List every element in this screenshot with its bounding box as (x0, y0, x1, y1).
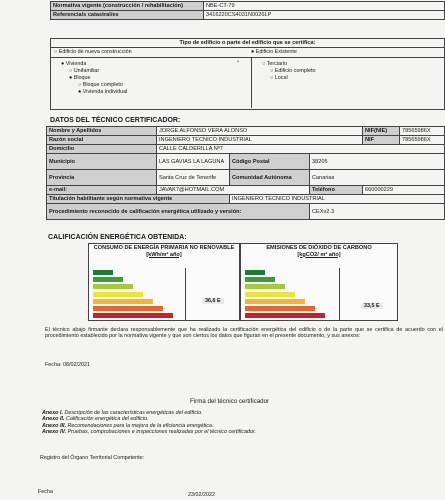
phone-value: 660000229 (363, 186, 445, 195)
postal-value: 38205 (310, 154, 445, 170)
tree-bloque[interactable]: ● Bloque (69, 75, 91, 81)
community-value: Canarias (310, 170, 445, 186)
annex-title: Anexo III. (42, 422, 66, 429)
tree-bloque-completo[interactable]: ○ Bloque completo (78, 82, 123, 88)
emissions-header: EMISIONES DE DIÓXIDO DE CARBONO (266, 245, 372, 251)
consumption-unit: [kWh/m² año] (146, 251, 182, 258)
scale-bar-b (93, 277, 123, 282)
name-value: JORGE ALFONSO VERA ALONSO (157, 127, 363, 136)
name-label: Nombre y Apellidos (47, 127, 157, 136)
tree-local[interactable]: ○ Local (270, 75, 288, 81)
option-new-building[interactable]: ○ Edificio de nueva construcción (54, 49, 132, 55)
address-value: CALLE CALDERILLA Nº7 (157, 145, 445, 154)
tree-vivienda-label: Vivienda (65, 61, 87, 67)
annex-text: Descripción de las características energéticas del edificio. (64, 410, 203, 416)
scale-bar-c (245, 284, 285, 289)
scale-bar-f (93, 306, 163, 311)
tree-bloque-completo-label: Bloque completo (82, 82, 123, 88)
table-row (47, 145, 445, 154)
community-label: Comunidad Autónoma (230, 170, 310, 186)
regulation-label: Normativa vigente (construcción / rehabilitación) (51, 2, 204, 11)
consumption-badge: 36,6 E (202, 298, 224, 304)
scale-bar-f (245, 306, 315, 311)
consumption-header: CONSUMO DE ENERGÍA PRIMARIA NO RENOVABLE (93, 245, 235, 251)
building-tree (51, 58, 444, 108)
table-row (47, 170, 445, 186)
table-row (47, 136, 445, 145)
option-existing-building[interactable]: ● Edificio Existente (251, 49, 297, 55)
tree-edificio-completo-label: Edificio completo (274, 68, 316, 74)
tree-bloque-label: Bloque (73, 75, 91, 81)
rating-title: CALIFICACIÓN ENERGÉTICA OBTENIDA: (48, 234, 187, 241)
emissions-scale (245, 270, 337, 320)
scale-bar-g (93, 313, 173, 318)
building-type-header: Tipo de edificio o parte del edificio que se certifica: (51, 39, 444, 48)
scale-bar-d (93, 292, 143, 297)
scale-bar-a (245, 270, 265, 275)
divider (339, 268, 340, 320)
nif-nie-label: NIF(NIE) (363, 127, 400, 136)
municipality-value: LAS GAVIAS LA LAGUNA (157, 154, 230, 170)
annex-list (42, 410, 442, 436)
nif-nie-value: 78565986X (400, 127, 445, 136)
scale-bar-d (245, 292, 295, 297)
table-row (47, 204, 445, 220)
tree-terciario[interactable]: ○ Terciario (262, 61, 288, 67)
tree-vivienda-individual-label: Vivienda individual (82, 89, 128, 95)
table-row (51, 2, 445, 11)
phone-label: Teléfono (310, 186, 363, 195)
scale-bar-e (245, 299, 305, 304)
degree-label: Titulación habilitante según normativa vigente (47, 195, 230, 204)
annex-text: Pruebas, comprobaciones e inspecciones realizadas por el técnico certificador. (67, 429, 257, 436)
tree-vivienda[interactable]: ● Vivienda (61, 61, 87, 67)
nif-label: NIF (363, 136, 400, 145)
footer-left: Fecha (38, 489, 53, 495)
technician-title: DATOS DEL TÉCNICO CERTIFICADOR: (50, 117, 181, 124)
municipality-label: Municipio (47, 154, 157, 170)
scale-bar-b (245, 277, 275, 282)
consumption-scale (93, 270, 185, 320)
tertiary-tree (256, 58, 441, 108)
province-value: Santa Cruz de Tenerife (157, 170, 230, 186)
address-label: Domicilio (47, 145, 157, 154)
date-line: Fecha: 08/02/2021 (45, 362, 90, 368)
table-row (51, 11, 445, 20)
tree-terciario-label: Terciario (266, 61, 288, 67)
declaration-text: El técnico abajo firmante declara responsablemente que ha realizado la certificación energética del edificio o de la parte que se certifica de acuerdo con el procedimiento establecido por la normativa vigente y que son ciertos los datos que figuran en el presente documento, y sus anexos: (45, 327, 443, 340)
emissions-unit: [kgCO2/ m² año] (297, 251, 341, 258)
annex-title: Anexo IV. (42, 429, 67, 436)
annex-title: Anexo I. (42, 410, 63, 416)
consumption-panel (88, 243, 240, 321)
table-row (47, 186, 445, 195)
tree-local-label: Local (274, 75, 288, 81)
emissions-badge: 33,5 E (361, 303, 383, 309)
option-existing-building-label: Edificio Existente (255, 49, 297, 55)
table-row (47, 195, 445, 204)
cadastral-value: 3416220CS4031N0026LP (204, 11, 445, 20)
technician-table (46, 126, 445, 220)
top-table (50, 1, 445, 20)
scale-bar-a (93, 270, 113, 275)
scale-bar-g (245, 313, 325, 318)
annex-item (42, 429, 442, 435)
annex-text: Calificación energética del edificio. (65, 416, 149, 423)
chevron-down-icon: ⌄ (236, 58, 241, 64)
scale-bar-e (93, 299, 153, 304)
annex-title: Anexo II. (42, 416, 65, 423)
procedure-label: Procedimiento reconocido de calificación energética utilizado y versión: (47, 204, 310, 220)
province-label: Provincia (47, 170, 157, 186)
email-label: e-mail: (47, 186, 157, 195)
company-value: INGENIERO TECNICO INDUSTRIAL (157, 136, 363, 145)
option-new-building-label: Edificio de nueva construcción (58, 49, 132, 55)
scale-bar-c (93, 284, 133, 289)
nif-value: 78565986X (400, 136, 445, 145)
tree-vivienda-individual[interactable]: ● Vivienda individual (78, 89, 128, 95)
table-row (47, 154, 445, 170)
regulation-value: NBE-CT-79 (204, 2, 445, 11)
registry-label: Registro del Órgano Territorial Competente: (40, 455, 145, 461)
cadastral-label: Referencia/s catastral/es (51, 11, 204, 20)
tree-edificio-completo[interactable]: ○ Edificio completo (270, 68, 316, 74)
residential-tree (51, 58, 252, 108)
emissions-panel (240, 243, 398, 321)
table-row (47, 127, 445, 136)
building-type-box (50, 38, 445, 110)
degree-value: INGENIERO TECNICO INDUSTRIAL (230, 195, 445, 204)
postal-label: Código Postal (230, 154, 310, 170)
divider (185, 268, 186, 320)
signature-label: Firma del técnico certificador (190, 398, 270, 405)
annex-text: Recomendaciones para la mejora de la eficiencia energética. (67, 422, 214, 429)
tree-unifamiliar-label: Unifamiliar (73, 68, 100, 74)
tree-unifamiliar[interactable]: ○ Unifamiliar (69, 68, 100, 74)
company-label: Razón social (47, 136, 157, 145)
footer-right: 23/02/2022 (188, 492, 215, 498)
procedure-value: CEXv2.3 (310, 204, 445, 220)
email-value: JAVAK7@HOTMAIL.COM (157, 186, 310, 195)
